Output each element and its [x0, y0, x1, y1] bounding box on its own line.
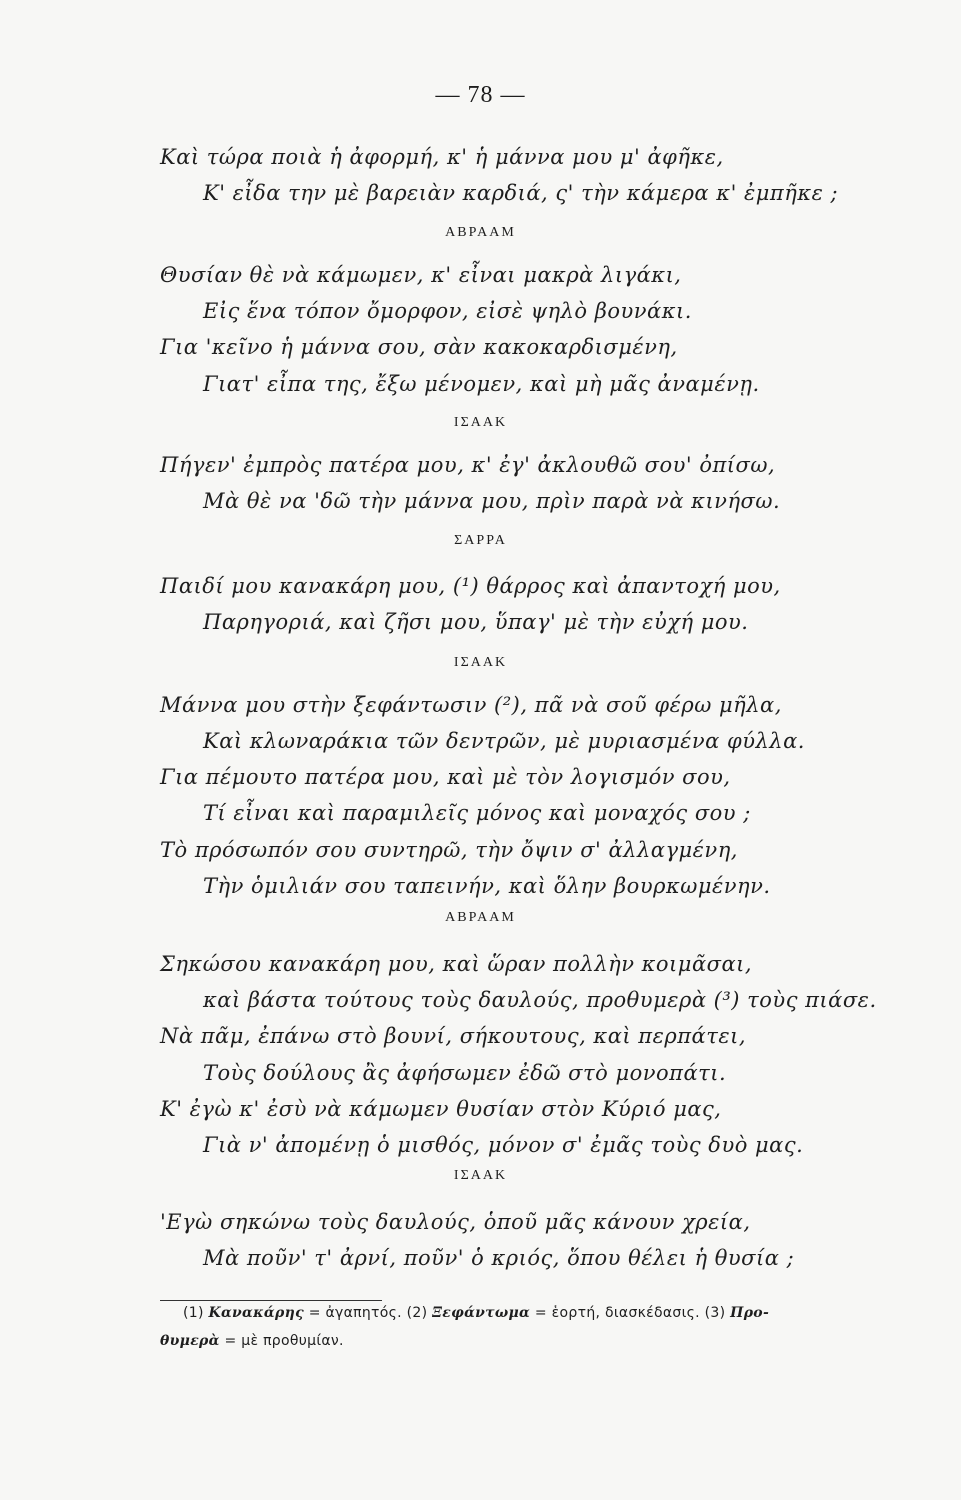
verse-line: Παιδί μου κανακάρη μου, (¹) θάρρος καὶ ἀπαντοχή μου,: [160, 574, 781, 598]
footnote-number: (1): [183, 1305, 204, 1321]
speaker-name: ΑΒΡΑΑΜ: [445, 225, 516, 240]
verse-line: Γιὰ ν' ἀπομένῃ ὁ μισθός, μόνον σ' ἐμᾶς τοὺς δυὸ μας.: [203, 1133, 804, 1157]
footnote-number: (2): [406, 1305, 428, 1321]
verse-line: Μάννα μου στὴν ξεφάντωσιν (²), πᾶ νὰ σοῦ φέρω μῆλα,: [160, 693, 782, 717]
speaker-name: ΙΣΑΑΚ: [453, 655, 508, 670]
verse-line: Καὶ τώρα ποιὰ ἡ ἀφορμή, κ' ἡ μάννα μου μ' ἀφῆκε,: [160, 145, 724, 169]
footnote-term: Ξεφάντωμα: [432, 1305, 531, 1321]
verse-line: Πήγεν' ἐμπρὸς πατέρα μου, κ' ἐγ' ἀκλουθῶ σου' ὀπίσω,: [160, 453, 776, 477]
speaker-name: ΙΣΑΑΚ: [453, 415, 508, 430]
verse-line: Νὰ πᾶμ, ἐπάνω στὸ βουνί, σήκουτους, καὶ περπάτει,: [160, 1024, 746, 1048]
verse-line: Μὰ ποῦν' τ' ἀρνί, ποῦν' ὁ κριός, ὅπου θέλει ἡ θυσία ;: [203, 1246, 795, 1270]
footnote-line: [160, 1333, 344, 1349]
verse-line: Γιατ' εἶπα της, ἔξω μένομεν, καὶ μὴ μᾶς ἀναμένῃ.: [203, 372, 760, 396]
footnote-line: [183, 1305, 769, 1321]
footnote-definition: = ἑορτή, διασκέδασις.: [534, 1305, 700, 1321]
verse-line: Τὸ πρόσωπόν σου συντηρῶ, τὴν ὄψιν σ' ἀλλαγμένη,: [160, 838, 738, 862]
footnote-term: θυμερὰ: [160, 1333, 220, 1349]
footnote-term: Κανακάρης: [208, 1305, 304, 1321]
verse-line: Θυσίαν θὲ νὰ κάμωμεν, κ' εἶναι μακρὰ λιγάκι,: [160, 263, 682, 287]
verse-line: Για 'κεῖνο ἡ μάννα σου, σὰν κακοκαρδισμένη,: [160, 335, 678, 359]
footnote-divider: [160, 1300, 382, 1301]
verse-line: Τοὺς δούλους ἂς ἀφήσωμεν ἐδῶ στὸ μονοπάτι.: [203, 1061, 727, 1085]
page-number: — 78 —: [435, 82, 526, 108]
footnote-definition: = ἀγαπητός.: [308, 1305, 402, 1321]
footnote-term: Προ-: [730, 1305, 770, 1321]
footnote-number: (3): [704, 1305, 726, 1321]
verse-line: Εἰς ἕνα τόπον ὄμορφον, εἰσὲ ψηλὸ βουνάκι.: [203, 299, 692, 323]
verse-line: Κ' εἶδα την μὲ βαρειὰν καρδιά, ς' τὴν κάμερα κ' ἐμπῆκε ;: [203, 181, 839, 205]
verse-line: Καὶ κλωναράκια τῶν δεντρῶν, μὲ μυριασμένα φύλλα.: [203, 729, 805, 753]
verse-line: Κ' ἐγὼ κ' ἐσὺ νὰ κάμωμεν θυσίαν στὸν Κύριό μας,: [160, 1097, 722, 1121]
verse-line: καὶ βάστα τούτους τοὺς δαυλούς, προθυμερὰ (³) τοὺς πιάσε.: [203, 988, 877, 1012]
footnote-definition: = μὲ προθυμίαν.: [224, 1333, 344, 1349]
verse-line: Παρηγοριά, καὶ ζῆσι μου, ὕπαγ' μὲ τὴν εὐχή μου.: [203, 610, 749, 634]
verse-line: Τί εἶναι καὶ παραμιλεῖς μόνος καὶ μοναχός σου ;: [203, 801, 751, 825]
verse-line: 'Εγὼ σηκώνω τοὺς δαυλούς, ὁποῦ μᾶς κάνουν χρεία,: [160, 1210, 751, 1234]
speaker-name: ΙΣΑΑΚ: [453, 1168, 508, 1183]
speaker-name: ΣΑΡΡΑ: [454, 533, 507, 548]
verse-line: Μὰ θὲ να 'δῶ τὴν μάννα μου, πρὶν παρὰ νὰ κινήσω.: [203, 489, 781, 513]
verse-line: Σηκώσου κανακάρη μου, καὶ ὥραν πολλὴν κοιμᾶσαι,: [160, 952, 753, 976]
speaker-name: ΑΒΡΑΑΜ: [445, 910, 516, 925]
verse-line: Για πέμουτο πατέρα μου, καὶ μὲ τὸν λογισμόν σου,: [160, 765, 731, 789]
verse-line: Τὴν ὁμιλιάν σου ταπεινήν, καὶ ὅλην βουρκωμένην.: [203, 874, 771, 898]
